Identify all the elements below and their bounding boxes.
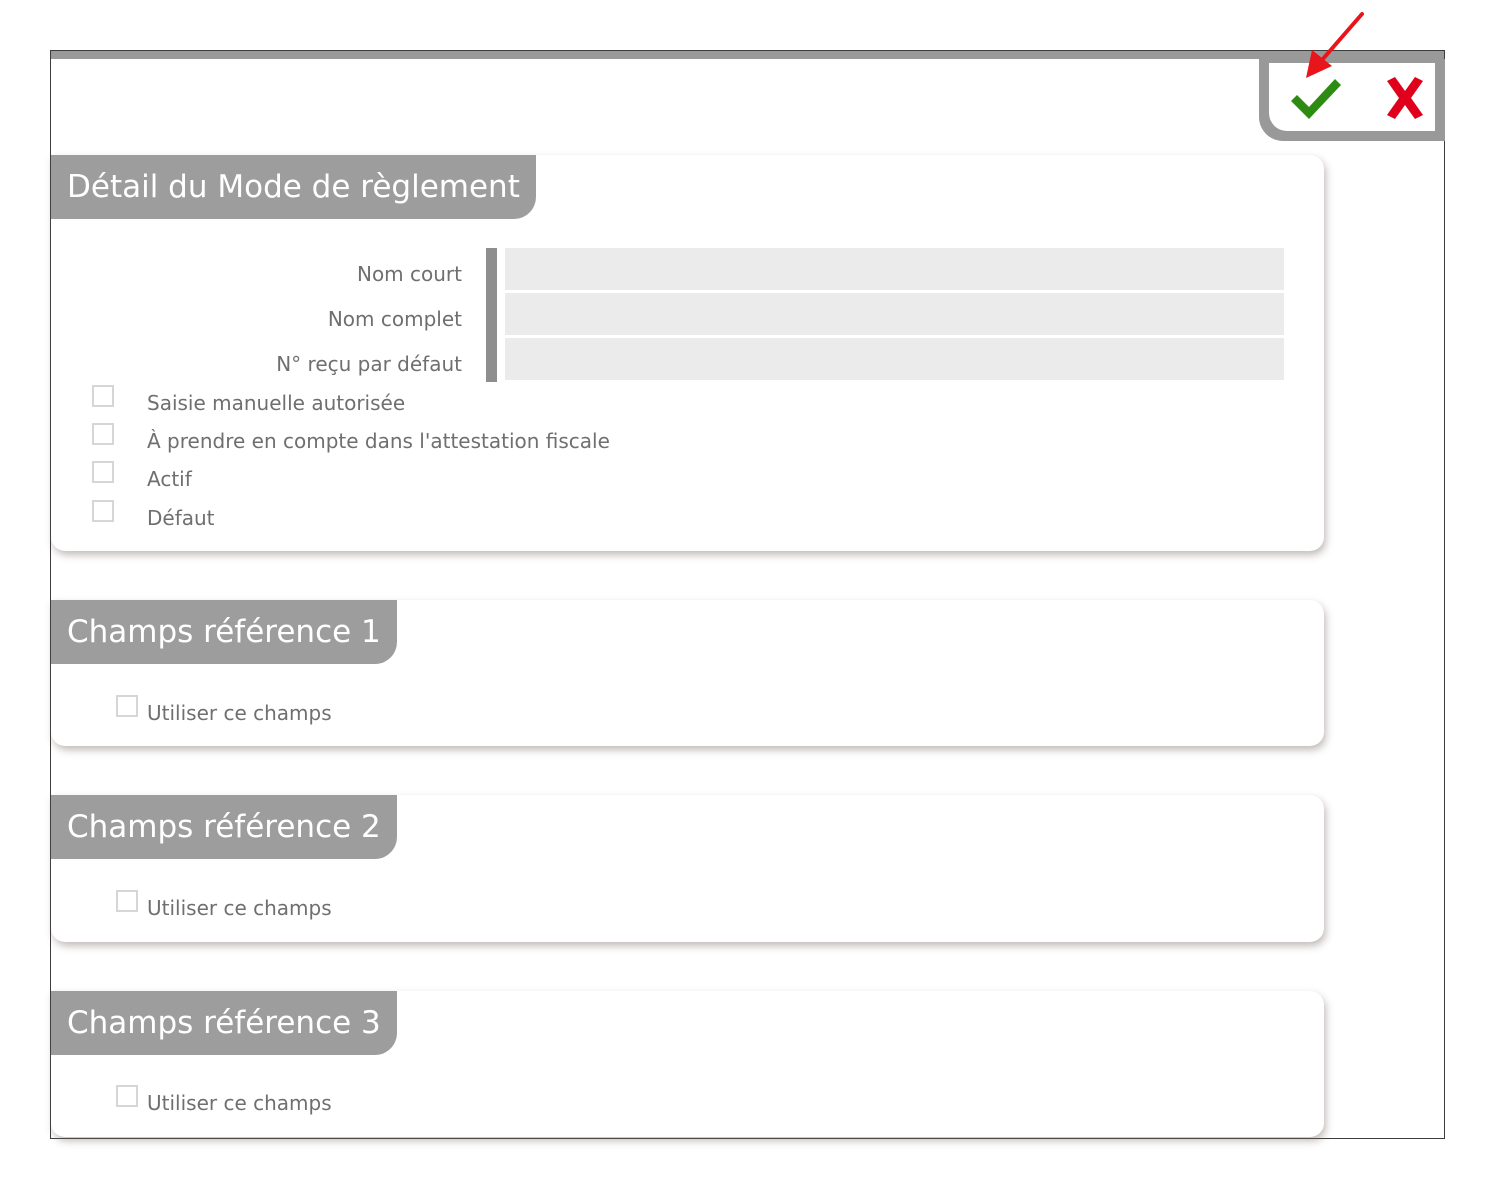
reference-2-title: Champs référence 2 bbox=[51, 795, 397, 859]
reference-3-title: Champs référence 3 bbox=[51, 991, 397, 1055]
cancel-button[interactable] bbox=[1377, 73, 1433, 123]
nom-complet-label: Nom complet bbox=[327, 307, 462, 331]
reference-3-checkbox[interactable] bbox=[116, 1085, 138, 1107]
reference-2-label: Utiliser ce champs bbox=[147, 896, 332, 920]
actif-label: Actif bbox=[147, 467, 192, 491]
check-icon bbox=[1287, 73, 1343, 123]
saisie-manuelle-label: Saisie manuelle autorisée bbox=[147, 391, 406, 415]
fields-separator bbox=[486, 248, 497, 382]
nom-court-input[interactable] bbox=[505, 248, 1284, 290]
reference-card-3 bbox=[51, 991, 1324, 1137]
nom-complet-input[interactable] bbox=[505, 293, 1284, 335]
actif-checkbox[interactable] bbox=[92, 461, 114, 483]
form-window bbox=[50, 50, 1445, 1139]
defaut-checkbox[interactable] bbox=[92, 500, 114, 522]
reference-3-label: Utiliser ce champs bbox=[147, 1091, 332, 1115]
attestation-fiscale-checkbox[interactable] bbox=[92, 423, 114, 445]
reference-1-title: Champs référence 1 bbox=[51, 600, 397, 664]
detail-card bbox=[51, 155, 1324, 551]
recu-defaut-input[interactable] bbox=[505, 338, 1284, 380]
attestation-fiscale-label: À prendre en compte dans l'attestation fiscale bbox=[147, 429, 610, 453]
validate-button[interactable] bbox=[1287, 73, 1343, 123]
recu-defaut-label: N° reçu par défaut bbox=[276, 352, 462, 376]
reference-1-label: Utiliser ce champs bbox=[147, 701, 332, 725]
saisie-manuelle-checkbox[interactable] bbox=[92, 385, 114, 407]
action-bar-inner bbox=[1269, 63, 1435, 131]
detail-title: Détail du Mode de règlement bbox=[51, 155, 536, 219]
reference-card-1 bbox=[51, 600, 1324, 746]
close-icon bbox=[1377, 73, 1433, 123]
action-bar bbox=[1259, 59, 1445, 141]
defaut-label: Défaut bbox=[147, 506, 215, 530]
reference-card-2 bbox=[51, 795, 1324, 942]
nom-court-label: Nom court bbox=[356, 262, 462, 286]
reference-2-checkbox[interactable] bbox=[116, 890, 138, 912]
reference-1-checkbox[interactable] bbox=[116, 695, 138, 717]
window-top-bar bbox=[51, 51, 1444, 59]
